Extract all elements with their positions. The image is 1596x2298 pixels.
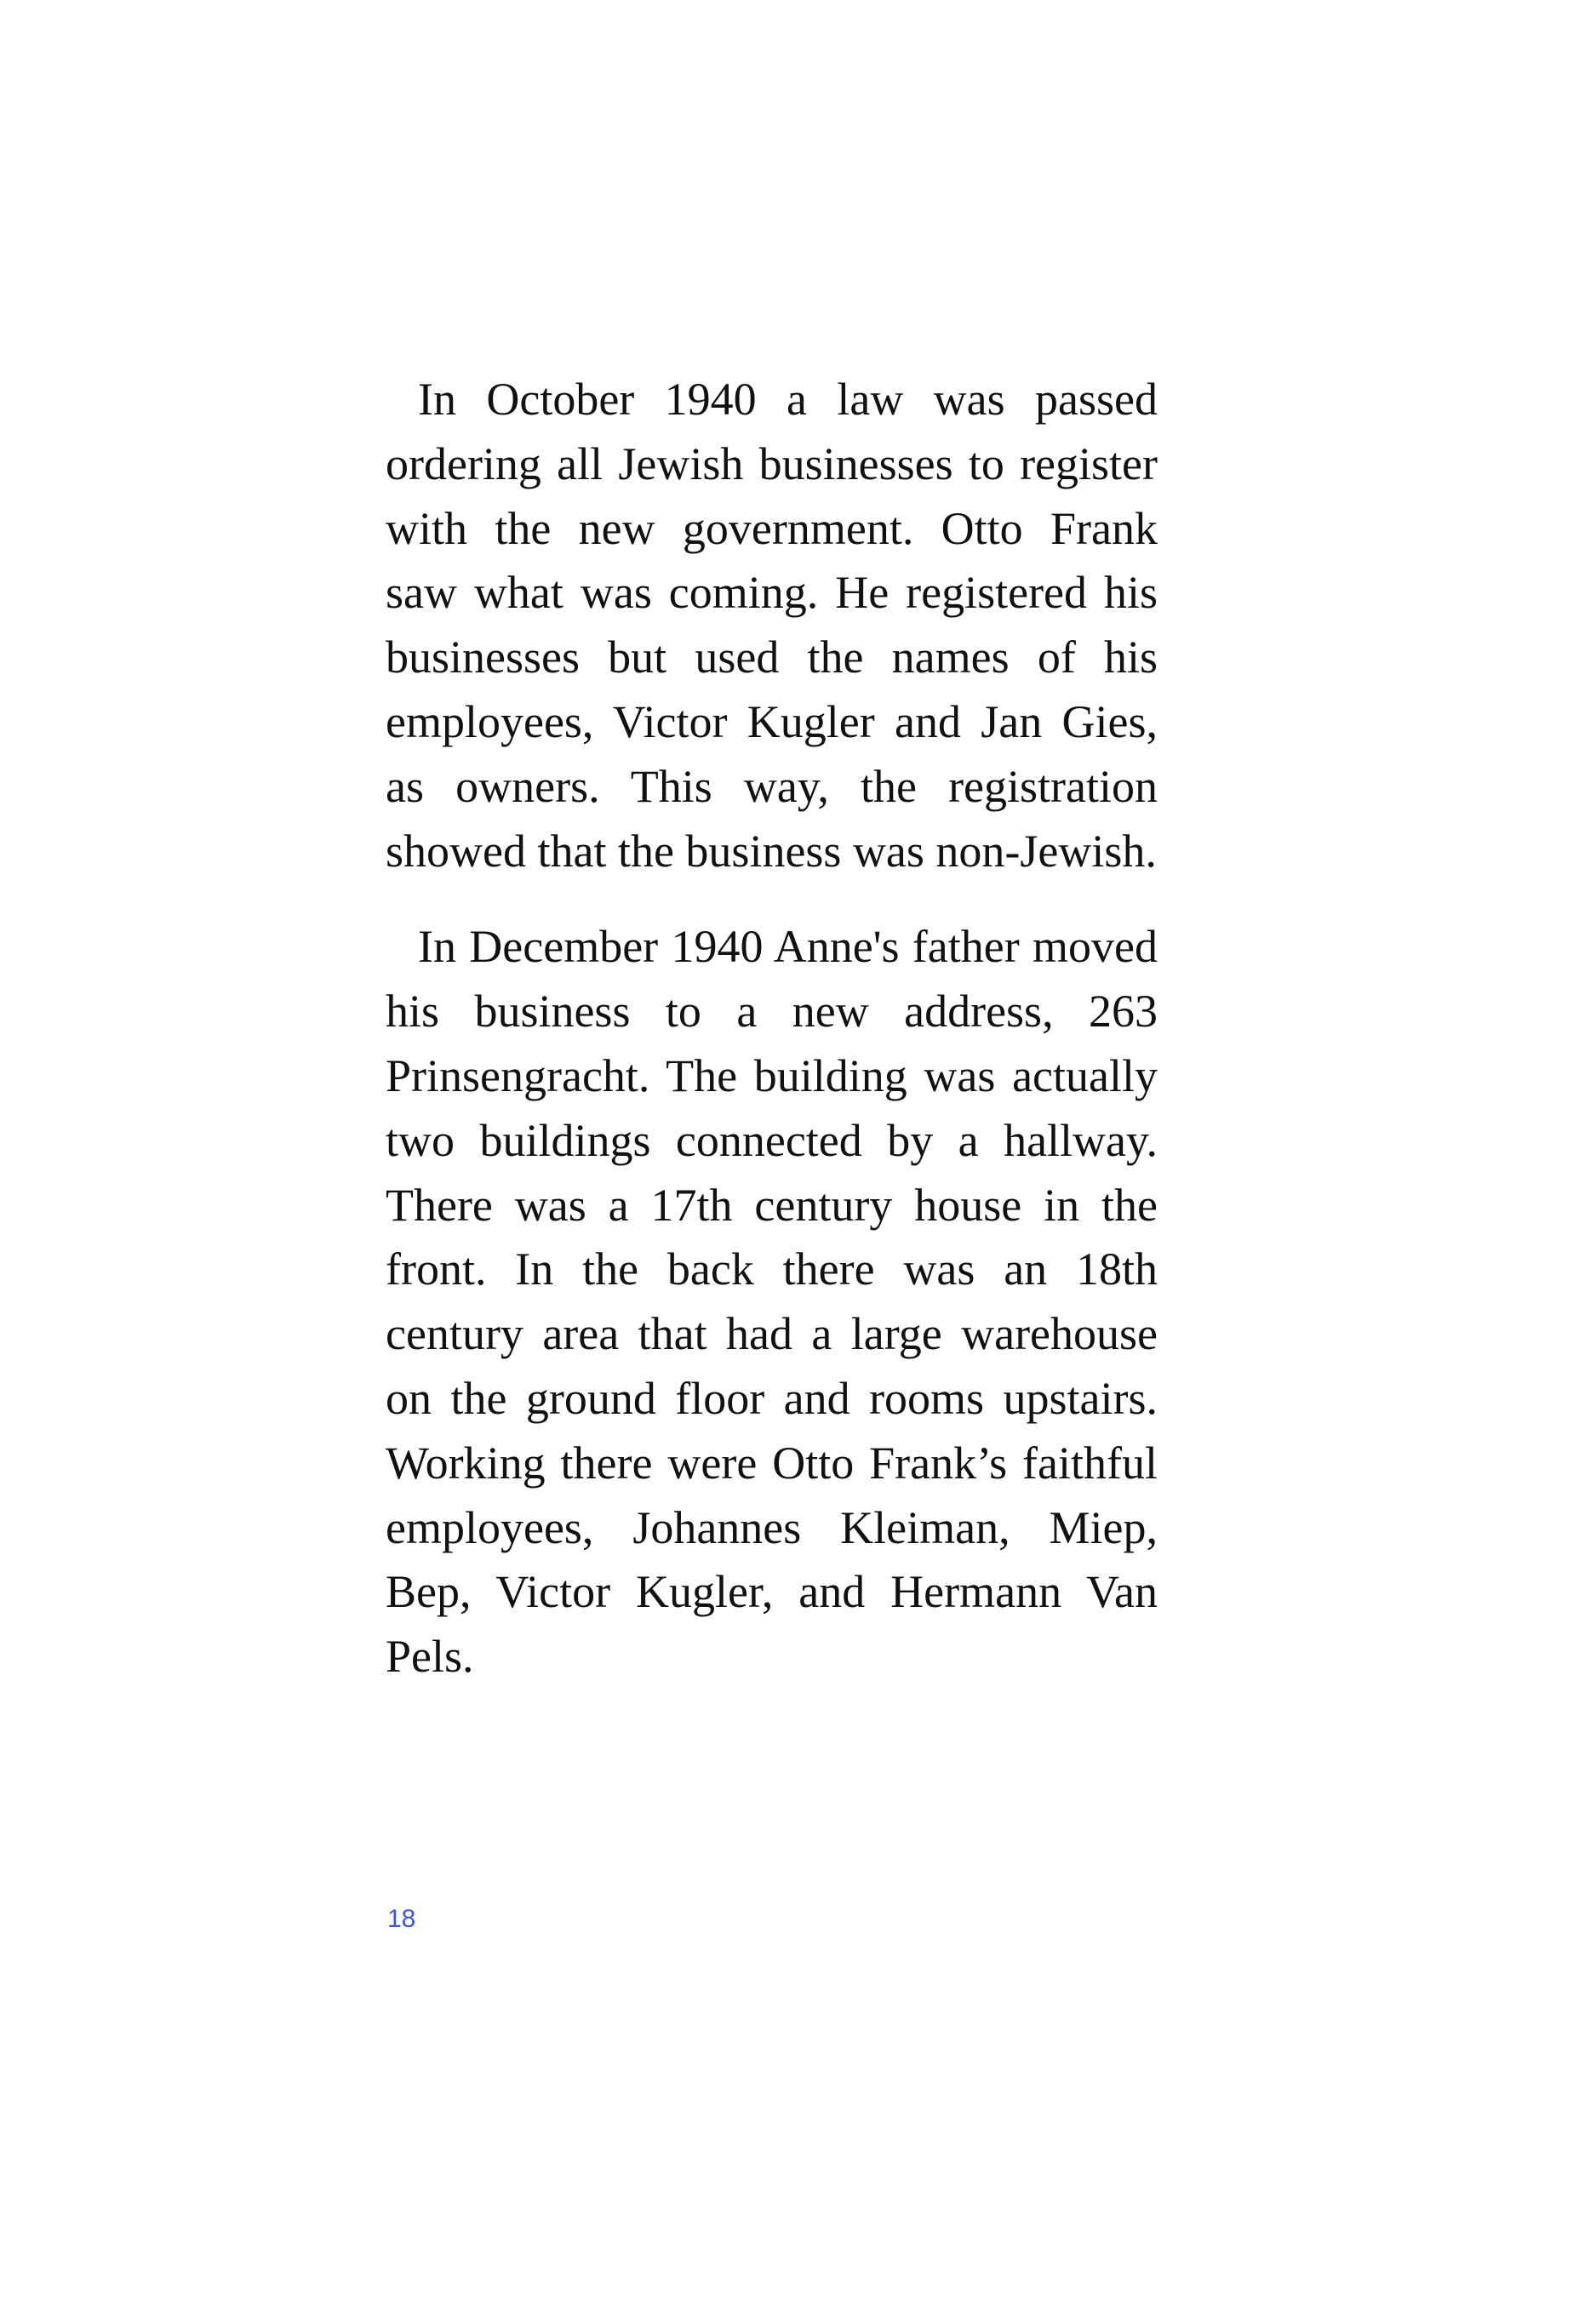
paragraph-2: In December 1940 Anne's father moved his business to a new address, 263 Prinsengracht. The building was actually two buildings connected by a hallway. There was a 17th century house in the front. In the back there was an 18th century area that had a large warehouse on the ground floor and rooms upstairs. Working there were Otto Frank’s faithful employees, Johannes Kleiman, Miep, Bep, Victor Kugler, and Hermann Van Pels. bbox=[386, 921, 1158, 1683]
page-number: 18 bbox=[387, 1905, 416, 1933]
paragraph-1: In October 1940 a law was passed ordering all Jewish businesses to register with the new government. Otto Frank saw what was coming. He registered his businesses but used the names of his employees, Victor Kugler and Jan Gies, as owners. This way, the registration showed that the business was non-Jewish. bbox=[386, 374, 1158, 877]
body-text bbox=[386, 368, 1158, 1689]
